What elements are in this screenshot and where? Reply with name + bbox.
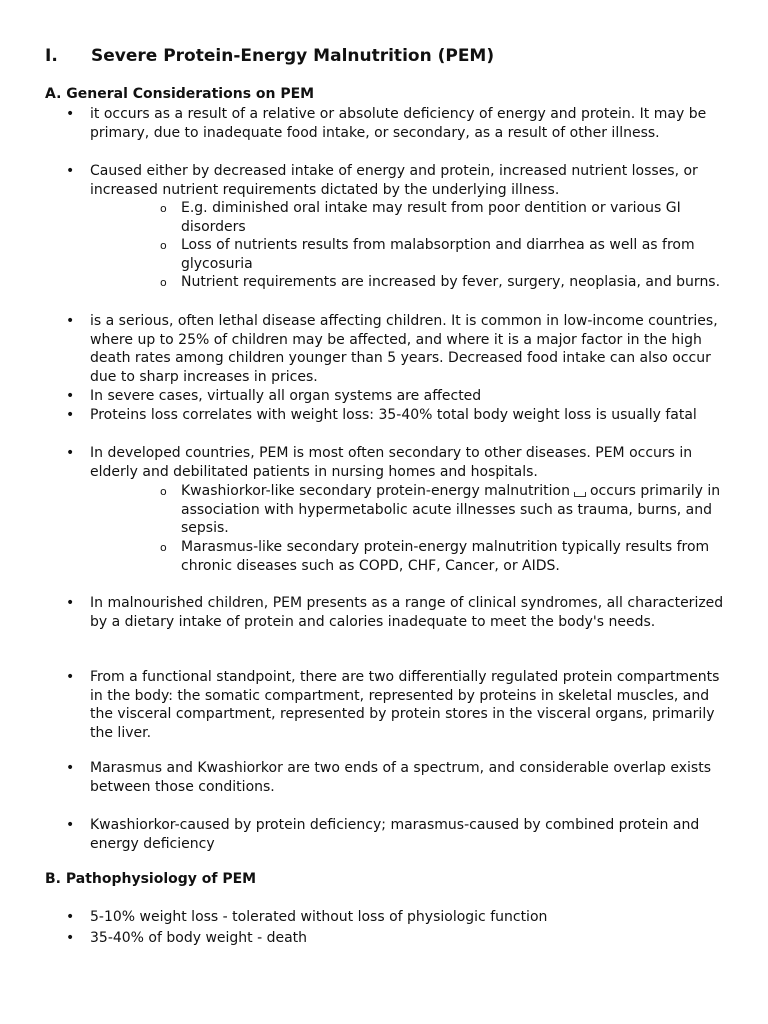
sub-list-item <box>181 482 726 538</box>
list-item: • In malnourished children, PEM presents as a range of clinical syndromes, all characterized by a dietary intake of protein and calories inadequate to meet the body's needs. <box>90 594 730 631</box>
list-item: • is a serious, often lethal disease affecting children. It is common in low-income countries, where up to 25% of children may be affected, and where it is a major factor in the high death rates among children younger than 5 years. Decreased food intake can also occur due to sharp increases in prices. <box>90 312 730 386</box>
list-item: • In severe cases, virtually all organ systems are affected <box>90 387 730 406</box>
list-item: • Marasmus and Kwashiorkor are two ends of a spectrum, and considerable overlap exists between those conditions. <box>90 759 730 796</box>
sub-list-item: o Nutrient requirements are increased by fever, surgery, neoplasia, and burns. <box>181 273 726 292</box>
page-title <box>45 46 494 66</box>
list-item: • From a functional standpoint, there are two differentially regulated protein compartments in the body: the somatic compartment, represented by proteins in skeletal muscles, and the visceral compartment, represented by protein stores in the visceral organs, primarily the liver. <box>90 668 730 742</box>
list-item: • 35-40% of body weight - death <box>90 929 730 948</box>
sub-list-item: o Marasmus-like secondary protein-energy malnutrition typically results from chronic diseases such as COPD, CHF, Cancer, or AIDS. <box>181 538 726 575</box>
list-item: • 5-10% weight loss - tolerated without loss of physiologic function <box>90 908 730 927</box>
list-item: • Caused either by decreased intake of energy and protein, increased nutrient losses, or increased nutrient requirements dictated by the underlying illness. <box>90 162 730 199</box>
list-item: • it occurs as a result of a relative or absolute deficiency of energy and protein. It may be primary, due to inadequate food intake, or secondary, as a result of other illness. <box>90 105 730 142</box>
list-item: • Proteins loss correlates with weight loss: 35-40% total body weight loss is usually fatal <box>90 406 730 425</box>
section-b-heading: B. Pathophysiology of PEM <box>45 871 257 887</box>
sub-list-item-text: Kwashiorkor-like secondary protein-energy malnutrition <box>181 483 570 499</box>
section-a-heading: A. General Considerations on PEM <box>45 86 315 102</box>
sub-list-item: o E.g. diminished oral intake may result from poor dentition or various GI disorders <box>181 199 726 236</box>
sub-list-item: o Loss of nutrients results from malabsorption and diarrhea as well as from glycosuria <box>181 236 726 273</box>
title-number: I. <box>45 46 58 66</box>
list-item: • In developed countries, PEM is most often secondary to other diseases. PEM occurs in elderly and debilitated patients in nursing homes and hospitals. <box>90 444 730 481</box>
list-item: • Kwashiorkor-caused by protein deficiency; marasmus-caused by combined protein and energy deficiency <box>90 816 730 853</box>
sub-list-item-text: occurs primarily in association with hypermetabolic acute illnesses such as trauma, burns, and sepsis. <box>181 483 721 536</box>
title-text: Severe Protein-Energy Malnutrition (PEM) <box>91 46 495 66</box>
dash-mark-icon <box>574 492 586 497</box>
